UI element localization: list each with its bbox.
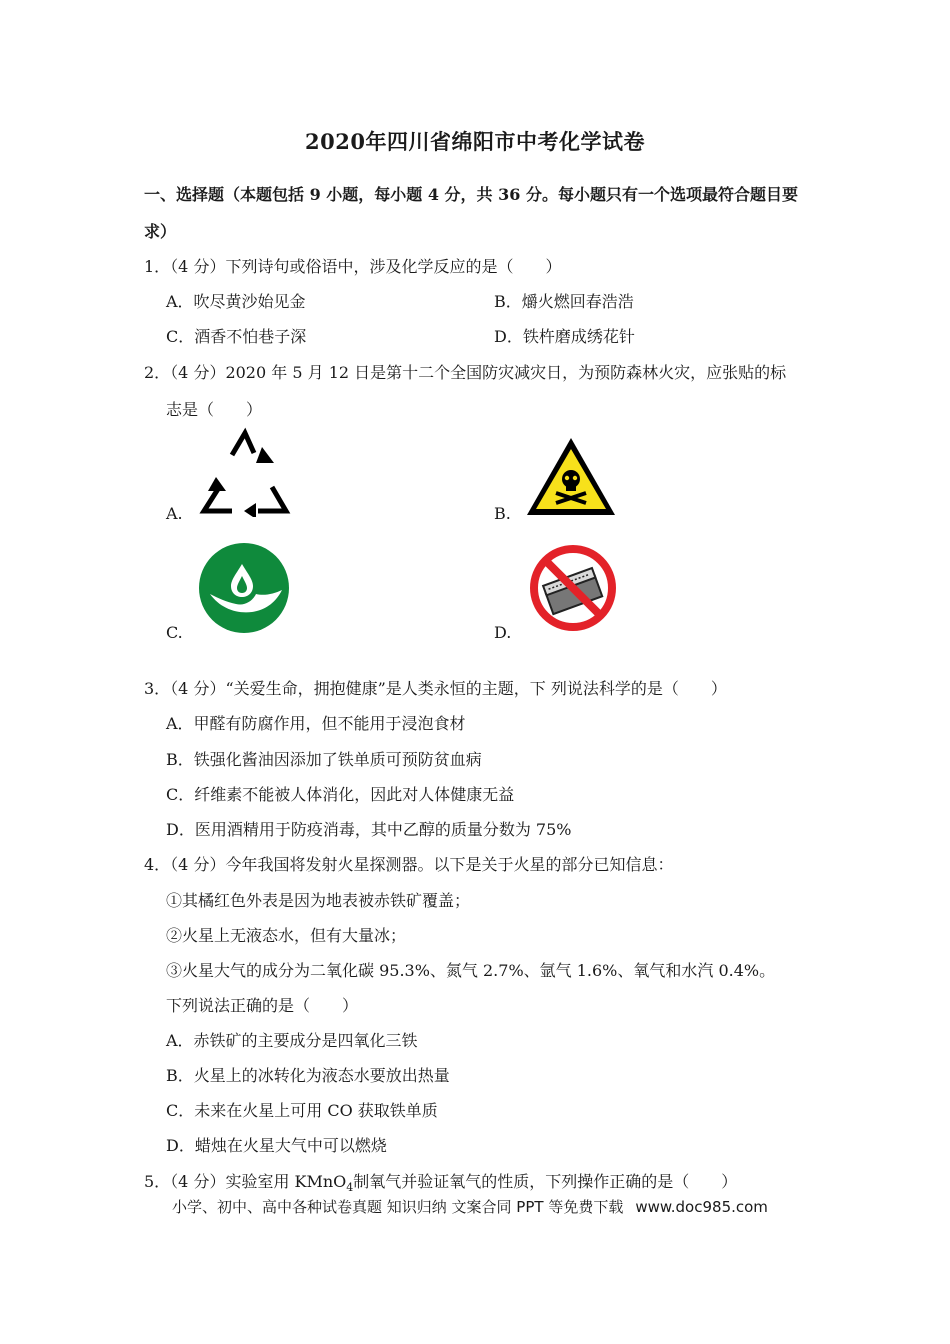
q4-prompt: 下列说法正确的是（ ） [166, 996, 359, 1015]
recycle-icon [196, 427, 294, 517]
q3-option-d: D．医用酒精用于防疫消毒，其中乙醇的质量分数为 75% [166, 820, 572, 839]
q2-option-b-label: B. [494, 504, 511, 523]
q4-info-2: ②火星上无液态水，但有大量冰； [166, 926, 407, 945]
q4-info-3: ③火星大气的成分为二氧化碳 95.3%、氮气 2.7%、氩气 1.6%、氧气和水汽 0.4%。 [166, 961, 776, 980]
q5-stem-end: 制氧气并验证氧气的性质，下列操作正确的是（ ） [353, 1172, 738, 1191]
page-title: 2020年四川省绵阳市中考化学试卷 [305, 129, 645, 154]
q1-option-a: A．吹尽黄沙始见金 [166, 292, 306, 311]
no-matches-icon [526, 542, 620, 634]
q4-option-d: D．蜡烛在火星大气中可以燃烧 [166, 1136, 387, 1155]
q1-option-b: B．爝火燃回春浩浩 [494, 292, 634, 311]
question-2-stem: 2．（4 分）2020 年 5 月 12 日是第十二个全国防灾减灾日，为预防森林火灾，应张贴的标 [144, 363, 787, 382]
question-3-stem: 3．（4 分）“关爱生命，拥抱健康”是人类永恒的主题，下 列说法科学的是（ ） [144, 679, 727, 698]
q3-option-a: A．甲醛有防腐作用，但不能用于浸泡食材 [166, 714, 466, 733]
q2-option-d-label: D. [494, 623, 512, 642]
q4-option-b: B．火星上的冰转化为液态水要放出热量 [166, 1066, 450, 1085]
q3-option-c: C．纤维素不能被人体消化，因此对人体健康无益 [166, 785, 515, 804]
q2-option-a-label: A. [166, 504, 183, 523]
footer [172, 1196, 768, 1217]
section-heading-cont: 求） [144, 222, 177, 241]
q4-option-a: A．赤铁矿的主要成分是四氧化三铁 [166, 1031, 418, 1050]
question-2-stem-cont: 志是（ ） [166, 400, 263, 419]
q1-option-d: D．铁杵磨成绣花针 [494, 327, 635, 346]
toxic-warning-icon [524, 435, 618, 519]
footer-link[interactable]: www.doc985.com [635, 1198, 768, 1216]
q5-subscript: 4 [346, 1181, 354, 1195]
question-4-stem: 4．（4 分）今年我国将发射火星探测器。以下是关于火星的部分已知信息： [144, 855, 674, 874]
q4-option-c: C．未来在火星上可用 CO 获取铁单质 [166, 1101, 438, 1120]
q1-option-c: C．酒香不怕巷子深 [166, 327, 307, 346]
section-heading: 一、选择题（本题包括 9 小题，每小题 4 分，共 36 分。每小题只有一个选项最符合题目要 [144, 185, 798, 204]
q2-option-c-label: C. [166, 623, 183, 642]
question-5-stem [144, 1169, 737, 1194]
question-1-stem: 1．（4 分）下列诗句或俗语中，涉及化学反应的是（ ） [144, 257, 562, 276]
footer-text: 小学、初中、高中各种试卷真题 知识归纳 文案合同 PPT 等免费下载 [172, 1198, 624, 1216]
q4-info-1: ①其橘红色外表是因为地表被赤铁矿覆盖； [166, 891, 471, 910]
q5-stem-start: 5．（4 分）实验室用 KMnO [144, 1172, 347, 1191]
water-saving-icon [198, 542, 290, 634]
q3-option-b: B．铁强化酱油因添加了铁单质可预防贫血病 [166, 750, 482, 769]
